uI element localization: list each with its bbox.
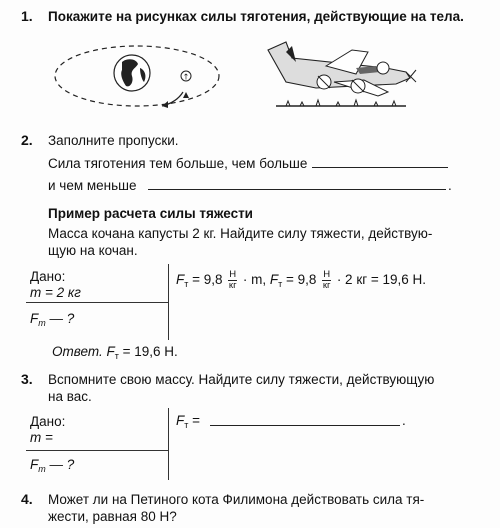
example-problem-line2: щую на кочан.	[48, 243, 138, 258]
q1-text: Покажите на рисунках силы тяготения, действующие на тела.	[48, 9, 464, 24]
q3-number: 3.	[21, 371, 33, 387]
unit-fraction-2: $\frac{Н}{кг}$	[322, 269, 331, 291]
example-given-label: Дано:	[30, 269, 66, 284]
q2-number: 2.	[21, 132, 33, 148]
airplane-icon	[268, 42, 416, 96]
q2-line1: Сила тяготения тем больше, чем больше	[48, 156, 308, 171]
q3-table-hline	[26, 450, 169, 451]
q3-text-line1: Вспомните свою массу. Найдите силу тяжести, действующую	[48, 372, 435, 387]
q3-formula-end: .	[402, 413, 406, 428]
example-formula: $F_т = 9,8$ $\frac{Н}{кг}$ · m, $F_т = 9,8$ $\frac{Н}{кг}$ · 2 кг = 19,6 Н.	[176, 269, 427, 291]
q3-formula: $F_т$ =	[176, 413, 201, 430]
q4-number: 4.	[21, 491, 33, 507]
q1-number: 1.	[21, 8, 33, 24]
example-find: $F_т$ — ?	[30, 311, 75, 328]
q3-given-value: m =	[30, 430, 53, 445]
example-given-value: m = 2 кг	[30, 285, 81, 300]
example-table-vline	[168, 264, 169, 340]
q3-text-line2: на вас.	[48, 389, 92, 404]
example-problem-line1: Масса кочана капусты 2 кг. Найдите силу тяжести, действую-	[48, 226, 433, 241]
q3-find: $F_т$ — ?	[30, 457, 75, 474]
earth-globe-icon	[114, 55, 150, 91]
svg-text:↑: ↑	[182, 72, 190, 82]
q2-line2: и чем меньше	[48, 178, 137, 193]
q3-given-label: Дано:	[30, 414, 66, 429]
q4-text-line2: жести, равная 80 Н?	[48, 509, 177, 524]
example-heading: Пример расчета силы тяжести	[48, 206, 253, 221]
orbit-figure	[50, 40, 250, 112]
q2-blank-2[interactable]	[148, 189, 446, 190]
q2-blank-1[interactable]	[312, 167, 448, 168]
q3-table-vline	[168, 408, 169, 480]
q2-line2-end: .	[448, 178, 452, 193]
satellite-icon	[181, 71, 191, 82]
example-answer: Ответ. $F_т = 19,6$ Н.	[52, 344, 178, 361]
q4-text-line1: Может ли на Петиного кота Филимона действовать сила тя-	[48, 492, 425, 507]
ground-icon	[276, 100, 406, 106]
q3-answer-blank[interactable]	[210, 425, 400, 426]
airplane-figure	[256, 38, 424, 112]
q2-title: Заполните пропуски.	[48, 133, 179, 148]
example-table-hline	[26, 302, 169, 303]
unit-fraction-1: $\frac{Н}{кг}$	[228, 269, 237, 291]
